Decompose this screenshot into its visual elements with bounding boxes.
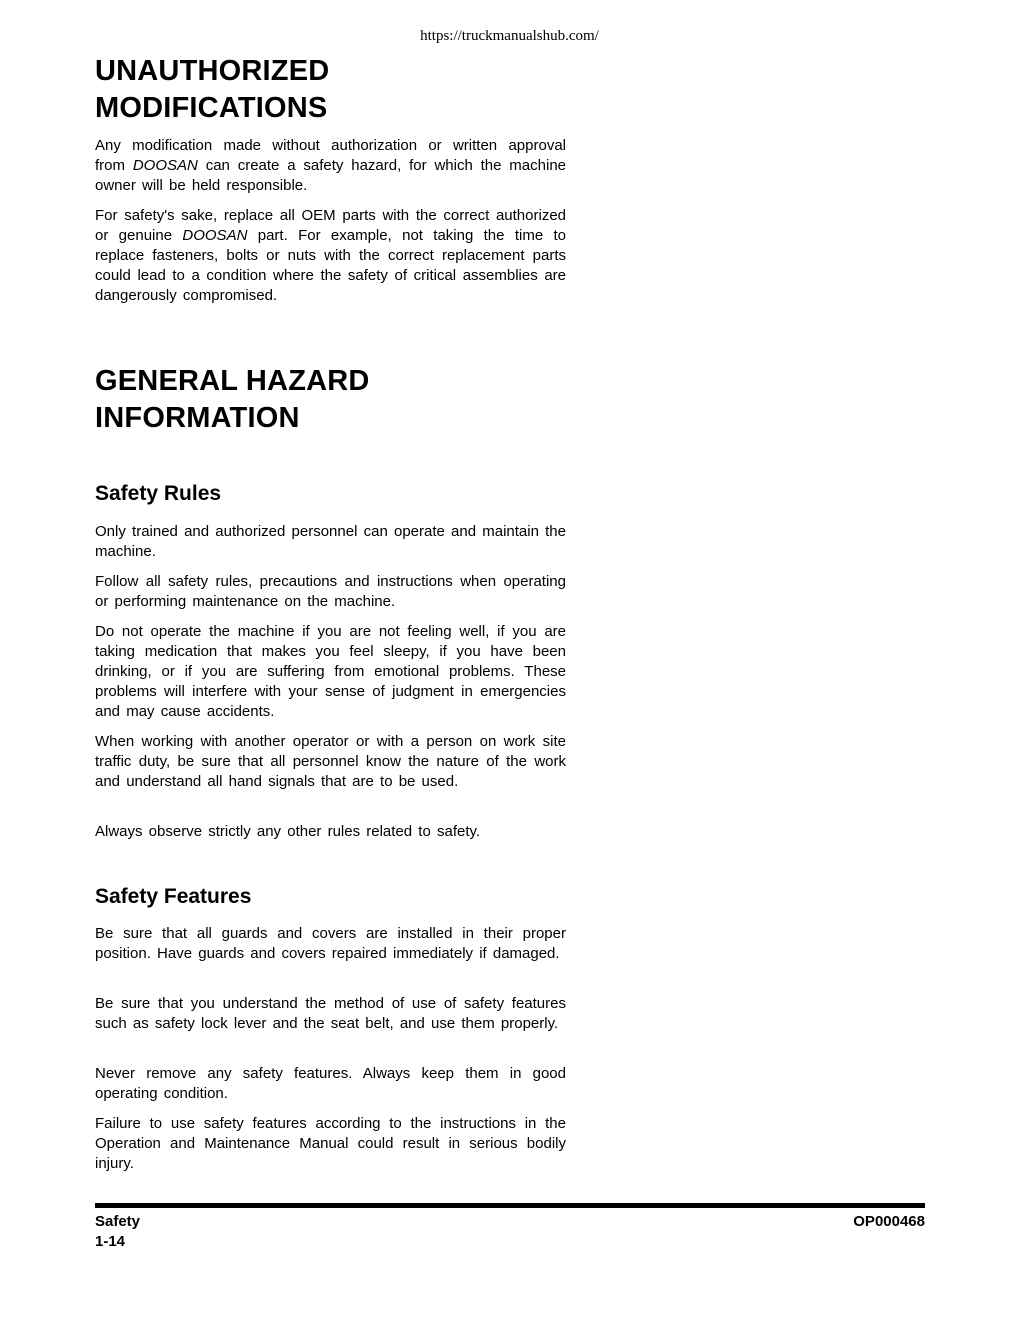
- paragraph: Be sure that you understand the method of use of safety features such as safety lock lever and the seat belt, and use them properly.: [95, 995, 566, 1032]
- brand-name: DOOSAN: [182, 227, 248, 244]
- document-code: OP000468: [853, 1213, 925, 1230]
- title-line: GENERAL HAZARD: [95, 365, 370, 397]
- text: can create a safety hazard, for which the machine owner will be held responsible.: [95, 157, 567, 194]
- source-url: https://truckmanualshub.com/: [420, 28, 599, 44]
- paragraph: Always observe strictly any other rules related to safety.: [95, 823, 481, 840]
- paragraph: [95, 206, 566, 306]
- page-number: 1-14: [95, 1233, 126, 1250]
- text: part. For example, not taking the time to replace fasteners, bolts or nuts with the correct replacement parts could lead to a condition where the safety of critical assemblies are dangerously compromised.: [95, 227, 567, 304]
- section-title-unauthorized-modifications: [95, 53, 566, 127]
- text: Any modification made without authorization or written approval from: [95, 137, 566, 174]
- section-title-general-hazard-information: [95, 363, 566, 437]
- subsection-title-safety-features: Safety Features: [95, 885, 252, 908]
- paragraph: Never remove any safety features. Always keep them in good operating condition.: [95, 1065, 566, 1102]
- footer-divider: [95, 1203, 925, 1208]
- paragraph: Be sure that all guards and covers are installed in their proper position. Have guards and covers repaired immediately if damaged.: [95, 925, 566, 962]
- title-line: INFORMATION: [95, 402, 300, 434]
- paragraph: [95, 136, 566, 196]
- paragraph: Only trained and authorized personnel can operate and maintain the machine.: [95, 523, 566, 560]
- footer-left: [95, 1212, 140, 1252]
- footer-section-name: Safety: [95, 1213, 141, 1230]
- text: For safety's sake, replace all OEM parts with the correct authorized or genuine: [95, 207, 566, 244]
- title-line: UNAUTHORIZED: [95, 55, 330, 87]
- paragraph: Follow all safety rules, precautions and instructions when operating or performing maintenance on the machine.: [95, 573, 566, 610]
- title-line: MODIFICATIONS: [95, 92, 328, 124]
- brand-name: DOOSAN: [132, 157, 198, 174]
- paragraph: When working with another operator or with a person on work site traffic duty, be sure that all personnel know the nature of the work and understand all hand signals that are to be used.: [95, 733, 566, 790]
- paragraph: Do not operate the machine if you are not feeling well, if you are taking medication that makes you feel sleepy, if you have been drinking, or if you are suffering from emotional problems. These problems will interfere with your sense of judgment in emergencies and may cause accidents.: [95, 623, 566, 720]
- subsection-title-safety-rules: Safety Rules: [95, 482, 222, 505]
- paragraph: Failure to use safety features according to the instructions in the Operation and Maintenance Manual could result in serious bodily injury.: [95, 1115, 566, 1172]
